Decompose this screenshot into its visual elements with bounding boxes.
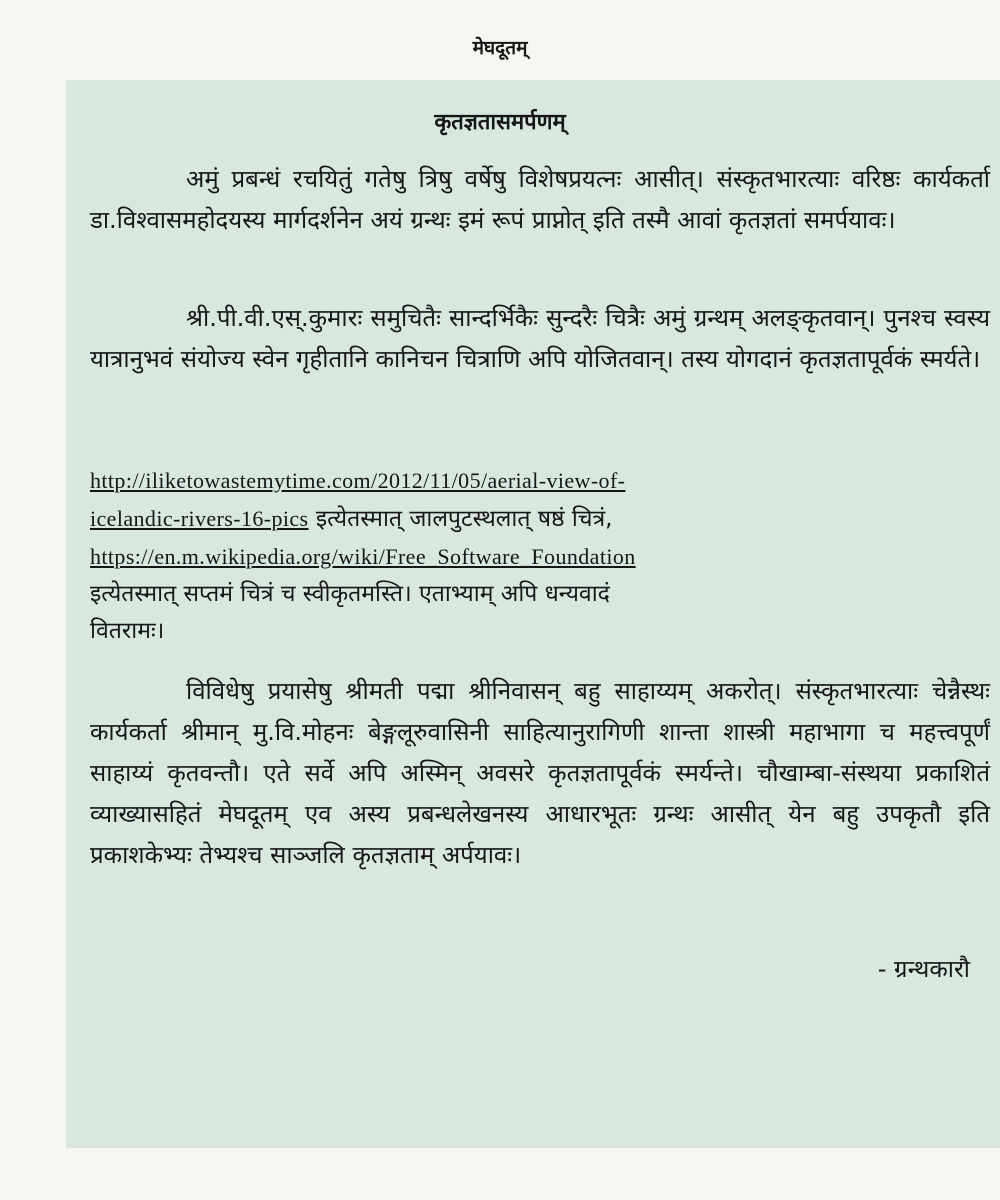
paragraph-assistance xyxy=(90,671,990,876)
author-signature: - ग्रन्थकारौ xyxy=(877,955,970,983)
credit-line-4 xyxy=(90,576,990,613)
paragraph-illustrations-text: श्री.पी.वी.एस्.कुमारः समुचितैः सान्दर्भिकैः सुन्दरैः चित्रैः अमुं ग्रन्थम् अलङ्कृतवान्। पुनश्च स्वस्य यात्रानुभवं संयोज्य स्वेन गृहीतानि कानिचन चित्राणि अपि योजितवान्। तस्य योगदानं कृतज्ञतापूर्वकं स्मर्यते। xyxy=(90,304,990,373)
credit-line-1 xyxy=(90,462,990,500)
paragraph-assistance-text: विविधेषु प्रयासेषु श्रीमती पद्मा श्रीनिवासन् बहु साहाय्यम् अकरोत्। संस्कृतभारत्याः चेन्नैस्थः कार्यकर्ता श्रीमान् मु.वि.मोहनः बेङ्गलूरुवासिनी साहित्यानुरागिणी शान्ता शास्त्री महाभागा च महत्त्वपूर्णं साहाय्यं कृतवन्तौ। एते सर्वे अपि अस्मिन् अवसरे कृतज्ञतापूर्वकं स्मर्यन्ते। चौखाम्बा-संस्थया प्रकाशितं व्याख्यासहितं मेघदूतम् एव अस्य प्रबन्धलेखनस्य आधारभूतः ग्रन्थः आसीत् येन बहु उपकृतौ इति प्रकाशकेभ्यः तेभ्यश्च साञ्जलि कृतज्ञताम् अर्पयावः। xyxy=(90,677,990,869)
credit-line-2 xyxy=(90,500,990,538)
link-iliketowastemytime[interactable]: http://iliketowastemytime.com/2012/11/05/aerial-view-of- xyxy=(90,468,626,493)
running-head: मेघदूतम् xyxy=(472,37,528,59)
credit-text-3: वितरामः। xyxy=(90,618,165,644)
credit-line-3 xyxy=(90,538,990,576)
image-credits xyxy=(90,462,990,650)
credit-line-5 xyxy=(90,613,990,650)
page-title: कृतज्ञतासमर्पणम् xyxy=(434,110,566,135)
paragraph-guidance-text: अमुं प्रबन्धं रचयितुं गतेषु त्रिषु वर्षेषु विशेषप्रयत्नः आसीत्। संस्कृतभारत्याः वरिष्ठः कार्यकर्ता डा.विश्वासमहोदयस्य मार्गदर्शनेन अयं ग्रन्थः इमं रूपं प्राप्नोत् इति तस्मै आवां कृतज्ञतां समर्पयावः। xyxy=(90,165,990,234)
link-wikipedia-fsf[interactable]: https://en.m.wikipedia.org/wiki/Free_Software_Foundation xyxy=(90,544,636,569)
link-iliketowastemytime-cont[interactable]: icelandic-rivers-16-pics xyxy=(90,506,309,531)
paragraph-guidance xyxy=(90,159,990,241)
credit-text-1: इत्येतस्मात् जालपुटस्थलात् षष्ठं चित्रं, xyxy=(308,506,613,532)
credit-text-2: इत्येतस्मात् सप्तमं चित्रं च स्वीकृतमस्ति। एताभ्याम् अपि धन्यवादं xyxy=(90,581,610,607)
paragraph-illustrations xyxy=(90,298,990,380)
